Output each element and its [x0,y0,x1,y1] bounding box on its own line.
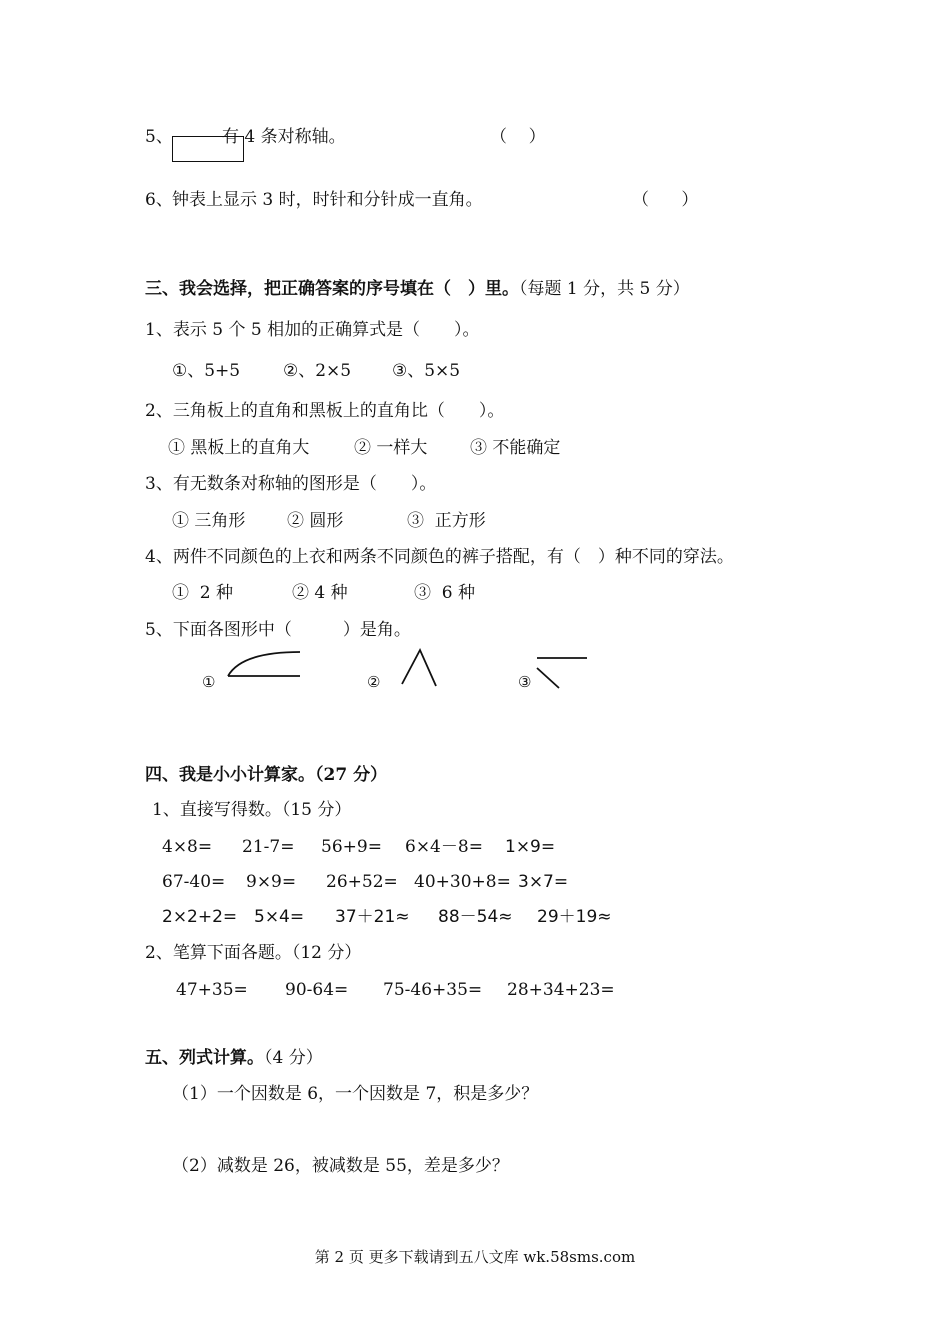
page-footer: 第 2 页 更多下载请到五八文库 wk.58sms.com [314,1248,636,1266]
choice-q3-option-1: ① 三角形 [172,511,246,531]
choice-q1-option-3: ③、5×5 [392,361,461,381]
figure-3-open-shape [535,656,591,690]
judge-q6-answer-paren[interactable]: （ ） [632,190,699,210]
calc-row3-item2: 5×4= [254,907,305,927]
choice-q2-option-1: ① 黑板上的直角大 [168,438,310,458]
choice-q4-option-1: ① 2 种 [172,583,234,603]
section-4-score: （27 分） [315,765,388,785]
choice-q4-stem: 4、两件不同颜色的上衣和两条不同颜色的裤子搭配，有（ ）种不同的穿法。 [145,547,734,567]
section-3-heading [145,278,690,300]
judge-q6-text: 钟表上显示 3 时，时针和分针成一直角。 [172,190,483,210]
section-5-title: 五、列式计算。 [145,1048,264,1068]
calc-row2-item4: 40+30+8= [414,872,511,892]
calc-subtitle-1: 1、直接写得数。（15 分） [152,800,352,820]
calc-row2-item2: 9×9= [246,872,297,892]
section-4-title: 四、我是小小计算家。 [145,765,315,785]
formula-q1: （1）一个因数是 6，一个因数是 7，积是多少？ [172,1084,539,1104]
calc-row1-item4: 6×4－8= [405,837,483,857]
choice-q2-option-3: ③ 不能确定 [470,438,561,458]
calc-row4-item1: 47+35= [176,980,248,1000]
choice-q3-option-3: ③ 正方形 [407,511,486,531]
choice-q2-option-2: ② 一样大 [354,438,428,458]
section-3-score: （每题 1 分，共 5 分） [519,279,690,299]
calc-row4-item3: 75-46+35= [383,980,483,1000]
calc-row2-item3: 26+52= [326,872,398,892]
calc-row1-item5: 1×9= [505,837,556,857]
figure-3-label: ③ [518,673,532,691]
calc-row1-item1: 4×8= [162,837,213,857]
section-5-heading [145,1047,323,1069]
formula-q2: （2）减数是 26，被减数是 55，差是多少？ [172,1156,509,1176]
section-5-score: （4 分） [264,1048,323,1068]
figure-1-arc-shape [226,650,302,680]
figure-1-label: ① [202,673,216,691]
calc-row2-item5: 3×7= [518,872,569,892]
calc-row3-item5: 29＋19≈ [537,907,612,927]
calc-row3-item4: 88－54≈ [438,907,513,927]
calc-row4-item2: 90-64= [285,980,349,1000]
section-4-heading [145,764,387,786]
calc-row4-item4: 28+34+23= [507,980,615,1000]
choice-q1-option-1: ①、5+5 [172,361,241,381]
judge-q5-answer-paren[interactable]: （ ） [490,127,546,147]
calc-row3-item3: 37＋21≈ [335,907,410,927]
judge-q5-text: 有 4 条对称轴。 [222,127,346,147]
choice-q4-option-3: ③ 6 种 [414,583,476,603]
calc-subtitle-2: 2、笔算下面各题。（12 分） [145,943,362,963]
choice-q1-stem: 1、表示 5 个 5 相加的正确算式是（ ）。 [145,320,480,340]
figure-2-angle-shape [400,648,440,688]
choice-q2-stem: 2、三角板上的直角和黑板上的直角比（ ）。 [145,401,505,421]
choice-q3-option-2: ② 圆形 [287,511,344,531]
figure-2-label: ② [367,673,381,691]
calc-row1-item3: 56+9= [321,837,382,857]
judge-q6-number: 6、 [145,190,173,210]
calc-row3-item1: 2×2+2= [162,907,238,927]
choice-q1-option-2: ②、2×5 [283,361,352,381]
choice-q3-stem: 3、有无数条对称轴的图形是（ ）。 [145,474,437,494]
calc-row1-item2: 21-7= [242,837,295,857]
calc-row2-item1: 67-40= [162,872,226,892]
section-3-title: 三、我会选择，把正确答案的序号填在（ ）里。 [145,279,519,299]
judge-q5-number: 5、 [145,127,173,147]
choice-q4-option-2: ② 4 种 [292,583,348,603]
choice-q5-stem: 5、下面各图形中（ ）是角。 [145,620,411,640]
